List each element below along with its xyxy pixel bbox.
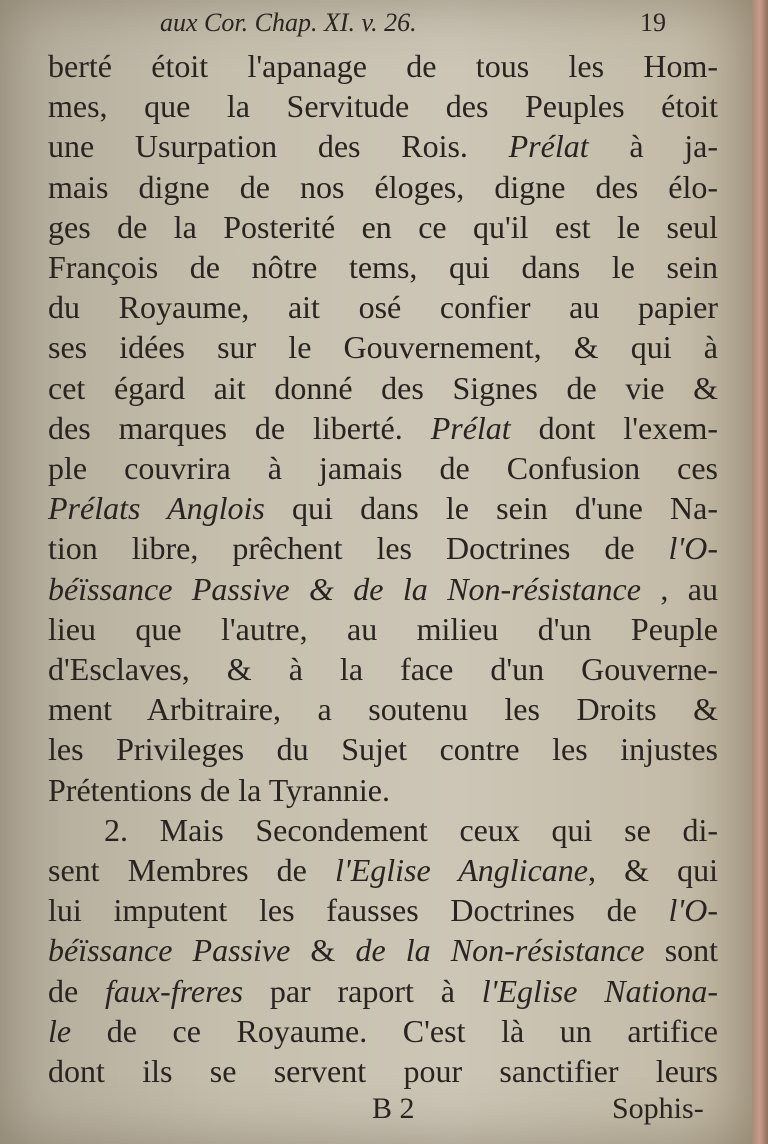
text-line: cet égard ait donné des Signes de vie & — [48, 369, 718, 406]
text-line: ses idées sur le Gouvernement, & qui à — [48, 329, 718, 366]
text-line: François de nôtre tems, qui dans le sein — [48, 249, 718, 286]
catchword: Sophis- — [612, 1092, 704, 1125]
text-line: d'Esclaves, & à la face d'un Gouverne- — [48, 651, 718, 688]
text-line: béïssance Passive & de la Non-résistance sont — [48, 932, 719, 969]
text-line: berté étoit l'apanage de tous les Hom- — [48, 48, 718, 84]
text-line: du Royaume, ait osé confier au papier — [48, 289, 718, 326]
page-footer — [0, 1092, 752, 1136]
text-line: Prétentions de la Tyrannie. — [48, 771, 390, 808]
text-line: 2. Mais Secondement ceux qui se di- — [104, 811, 718, 848]
text-line: le de ce Royaume. C'est là un artifice — [48, 1012, 718, 1049]
text-line: mes, que la Servitude des Peuples étoit — [48, 88, 718, 125]
text-line: Prélats Anglois qui dans le sein d'une Na- — [48, 490, 719, 527]
text-line: sent Membres de l'Eglise Anglicane, & qui — [48, 852, 719, 889]
text-line: des marques de liberté. Prélat dont l'exem- — [48, 409, 719, 446]
body-text — [48, 46, 718, 1091]
text-line: mais digne de nos éloges, digne des élo- — [48, 168, 718, 205]
text-line: tion libre, prêchent les Doctrines de l'O- — [48, 530, 718, 567]
page-edge — [752, 0, 768, 1144]
text-line: lieu que l'autre, au milieu d'un Peuple — [48, 610, 718, 647]
text-line: une Usurpation des Rois. Prélat à ja- — [48, 128, 718, 165]
page-number: 19 — [640, 8, 666, 37]
text-line: les Privileges du Sujet contre les injustes — [48, 731, 718, 768]
text-line: dont ils se servent pour sanctifier leurs — [48, 1053, 718, 1090]
text-line: ment Arbitraire, a soutenu les Droits & — [48, 691, 718, 728]
page-header — [0, 8, 752, 44]
text-line: ges de la Posterité en ce qu'il est le seul — [48, 208, 718, 245]
text-line: de faux-freres par raport à l'Eglise Nationa- — [48, 972, 719, 1009]
text-line: lui imputent les fausses Doctrines de l'O- — [48, 892, 718, 929]
text-line: béïssance Passive & de la Non-résistance , au — [48, 570, 719, 607]
signature-mark: B 2 — [372, 1092, 415, 1125]
text-line: ple couvrira à jamais de Confusion ces — [48, 450, 718, 487]
running-head: aux Cor. Chap. XI. v. 26. — [160, 8, 417, 37]
